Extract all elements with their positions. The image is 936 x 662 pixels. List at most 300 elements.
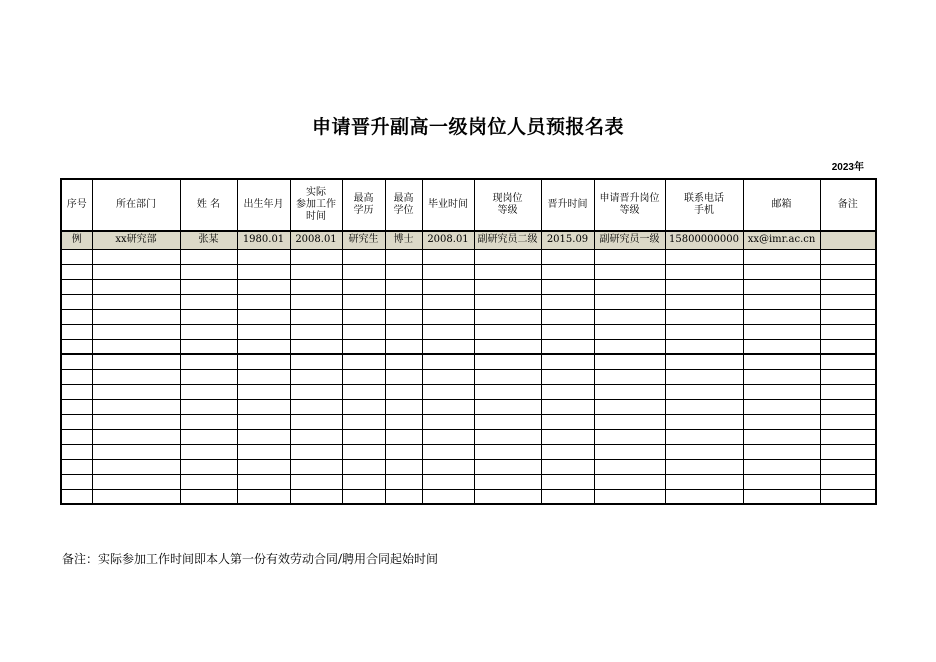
- header-work_start-line: 实际: [306, 187, 326, 198]
- example-row: [61, 231, 876, 249]
- cell-email[interactable]: [743, 264, 820, 279]
- cell-apply_level[interactable]: [594, 354, 665, 369]
- cell-promo_time[interactable]: [541, 459, 594, 474]
- example-cell-name[interactable]: 张某: [180, 231, 237, 249]
- example-cell-work_start[interactable]: 2008.01: [290, 231, 342, 249]
- cell-work_start[interactable]: [290, 309, 342, 324]
- cell-email[interactable]: [743, 384, 820, 399]
- cell-name[interactable]: [180, 339, 237, 354]
- cell-degree[interactable]: [385, 429, 422, 444]
- header-apply_level-line: 等级: [619, 205, 640, 216]
- cell-dept[interactable]: [92, 324, 180, 339]
- cell-degree[interactable]: [385, 474, 422, 489]
- cell-dept[interactable]: [92, 339, 180, 354]
- cell-birth[interactable]: [237, 249, 290, 264]
- cell-remark[interactable]: [820, 429, 876, 444]
- cell-phone[interactable]: [665, 369, 743, 384]
- cell-seq[interactable]: [61, 354, 92, 369]
- cell-work_start[interactable]: [290, 444, 342, 459]
- cell-edu[interactable]: [342, 384, 385, 399]
- cell-name[interactable]: [180, 444, 237, 459]
- cell-remark[interactable]: [820, 309, 876, 324]
- cell-edu[interactable]: [342, 264, 385, 279]
- cell-seq[interactable]: [61, 384, 92, 399]
- cell-apply_level[interactable]: [594, 444, 665, 459]
- header-apply_level: [594, 179, 665, 231]
- cell-email[interactable]: [743, 309, 820, 324]
- cell-apply_level[interactable]: [594, 429, 665, 444]
- cell-degree[interactable]: [385, 309, 422, 324]
- cell-email[interactable]: [743, 369, 820, 384]
- cell-apply_level[interactable]: [594, 279, 665, 294]
- cell-email[interactable]: [743, 249, 820, 264]
- cell-promo_time[interactable]: [541, 399, 594, 414]
- example-cell-edu[interactable]: 研究生: [342, 231, 385, 249]
- cell-phone[interactable]: [665, 279, 743, 294]
- cell-cur_level[interactable]: [474, 309, 541, 324]
- cell-phone[interactable]: [665, 459, 743, 474]
- page-title: 申请晋升副高一级岗位人员预报名表: [311, 116, 624, 138]
- cell-grad[interactable]: [422, 249, 474, 264]
- cell-dept[interactable]: [92, 279, 180, 294]
- cell-dept[interactable]: [92, 444, 180, 459]
- cell-name[interactable]: [180, 369, 237, 384]
- cell-name[interactable]: [180, 279, 237, 294]
- table-row: [61, 444, 876, 459]
- cell-dept[interactable]: [92, 414, 180, 429]
- cell-birth[interactable]: [237, 444, 290, 459]
- example-cell-grad[interactable]: 2008.01: [422, 231, 474, 249]
- header-work_start-line: 参加工作: [296, 199, 336, 210]
- cell-remark[interactable]: [820, 354, 876, 369]
- cell-cur_level[interactable]: [474, 324, 541, 339]
- cell-email[interactable]: [743, 339, 820, 354]
- cell-email[interactable]: [743, 474, 820, 489]
- cell-name[interactable]: [180, 474, 237, 489]
- table-row: [61, 339, 876, 354]
- cell-birth[interactable]: [237, 414, 290, 429]
- cell-seq[interactable]: [61, 489, 92, 504]
- cell-edu[interactable]: [342, 309, 385, 324]
- cell-apply_level[interactable]: [594, 264, 665, 279]
- cell-apply_level[interactable]: [594, 384, 665, 399]
- header-phone-line: 手机: [694, 205, 714, 216]
- cell-phone[interactable]: [665, 354, 743, 369]
- cell-edu[interactable]: [342, 354, 385, 369]
- header-degree: [385, 179, 422, 231]
- cell-grad[interactable]: [422, 384, 474, 399]
- cell-edu[interactable]: [342, 429, 385, 444]
- cell-remark[interactable]: [820, 369, 876, 384]
- cell-phone[interactable]: [665, 264, 743, 279]
- cell-seq[interactable]: [61, 369, 92, 384]
- cell-work_start[interactable]: [290, 429, 342, 444]
- example-cell-apply_level[interactable]: 副研究员一级: [594, 231, 665, 249]
- header-remark: [820, 179, 876, 231]
- cell-cur_level[interactable]: [474, 399, 541, 414]
- header-birth: [237, 179, 290, 231]
- cell-promo_time[interactable]: [541, 429, 594, 444]
- cell-apply_level[interactable]: [594, 474, 665, 489]
- cell-promo_time[interactable]: [541, 474, 594, 489]
- cell-birth[interactable]: [237, 339, 290, 354]
- cell-degree[interactable]: [385, 324, 422, 339]
- cell-degree[interactable]: [385, 354, 422, 369]
- cell-dept[interactable]: [92, 354, 180, 369]
- cell-email[interactable]: [743, 294, 820, 309]
- header-degree-line: 学位: [393, 205, 414, 216]
- cell-apply_level[interactable]: [594, 414, 665, 429]
- cell-seq[interactable]: [61, 324, 92, 339]
- cell-birth[interactable]: [237, 384, 290, 399]
- cell-remark[interactable]: [820, 444, 876, 459]
- cell-cur_level[interactable]: [474, 429, 541, 444]
- cell-work_start[interactable]: [290, 459, 342, 474]
- header-edu-line: 最高: [353, 193, 374, 204]
- example-cell-birth[interactable]: 1980.01: [237, 231, 290, 249]
- cell-work_start[interactable]: [290, 339, 342, 354]
- cell-phone[interactable]: [665, 294, 743, 309]
- cell-seq[interactable]: [61, 399, 92, 414]
- cell-phone[interactable]: [665, 309, 743, 324]
- cell-apply_level[interactable]: [594, 339, 665, 354]
- cell-grad[interactable]: [422, 354, 474, 369]
- cell-grad[interactable]: [422, 324, 474, 339]
- cell-edu[interactable]: [342, 459, 385, 474]
- cell-edu[interactable]: [342, 399, 385, 414]
- cell-seq[interactable]: [61, 279, 92, 294]
- cell-cur_level[interactable]: [474, 264, 541, 279]
- cell-edu[interactable]: [342, 324, 385, 339]
- cell-promo_time[interactable]: [541, 279, 594, 294]
- cell-dept[interactable]: [92, 399, 180, 414]
- cell-birth[interactable]: [237, 489, 290, 504]
- cell-edu[interactable]: [342, 474, 385, 489]
- cell-work_start[interactable]: [290, 279, 342, 294]
- cell-name[interactable]: [180, 264, 237, 279]
- table-row: [61, 264, 876, 279]
- cell-email[interactable]: [743, 414, 820, 429]
- header-cur_level-line: 现岗位: [492, 193, 523, 204]
- cell-phone[interactable]: [665, 249, 743, 264]
- cell-birth[interactable]: [237, 429, 290, 444]
- cell-degree[interactable]: [385, 444, 422, 459]
- cell-grad[interactable]: [422, 459, 474, 474]
- cell-cur_level[interactable]: [474, 444, 541, 459]
- cell-apply_level[interactable]: [594, 294, 665, 309]
- cell-seq[interactable]: [61, 414, 92, 429]
- cell-degree[interactable]: [385, 384, 422, 399]
- cell-cur_level[interactable]: [474, 414, 541, 429]
- cell-birth[interactable]: [237, 369, 290, 384]
- cell-edu[interactable]: [342, 339, 385, 354]
- cell-dept[interactable]: [92, 294, 180, 309]
- header-degree-line: 最高: [393, 193, 414, 204]
- cell-grad[interactable]: [422, 489, 474, 504]
- cell-apply_level[interactable]: [594, 249, 665, 264]
- cell-name[interactable]: [180, 384, 237, 399]
- cell-grad[interactable]: [422, 369, 474, 384]
- cell-work_start[interactable]: [290, 264, 342, 279]
- cell-phone[interactable]: [665, 399, 743, 414]
- cell-email[interactable]: [743, 279, 820, 294]
- cell-promo_time[interactable]: [541, 384, 594, 399]
- cell-name[interactable]: [180, 414, 237, 429]
- cell-birth[interactable]: [237, 459, 290, 474]
- example-cell-cur_level[interactable]: 副研究员二级: [474, 231, 541, 249]
- cell-degree[interactable]: [385, 339, 422, 354]
- cell-remark[interactable]: [820, 489, 876, 504]
- cell-degree[interactable]: [385, 399, 422, 414]
- header-seq: [61, 179, 92, 231]
- cell-remark[interactable]: [820, 249, 876, 264]
- cell-email[interactable]: [743, 489, 820, 504]
- cell-grad[interactable]: [422, 339, 474, 354]
- cell-cur_level[interactable]: [474, 249, 541, 264]
- cell-dept[interactable]: [92, 309, 180, 324]
- cell-name[interactable]: [180, 249, 237, 264]
- cell-phone[interactable]: [665, 489, 743, 504]
- cell-dept[interactable]: [92, 429, 180, 444]
- cell-remark[interactable]: [820, 474, 876, 489]
- header-name: [180, 179, 237, 231]
- cell-work_start[interactable]: [290, 249, 342, 264]
- cell-seq[interactable]: [61, 294, 92, 309]
- cell-grad[interactable]: [422, 264, 474, 279]
- cell-degree[interactable]: [385, 249, 422, 264]
- cell-work_start[interactable]: [290, 414, 342, 429]
- cell-cur_level[interactable]: [474, 354, 541, 369]
- example-cell-email[interactable]: xx@imr.ac.cn: [743, 231, 820, 249]
- table-row: [61, 414, 876, 429]
- header-cur_level: [474, 179, 541, 231]
- header-birth-line: 出生年月: [243, 199, 284, 210]
- header-phone: [665, 179, 743, 231]
- cell-grad[interactable]: [422, 279, 474, 294]
- cell-work_start[interactable]: [290, 489, 342, 504]
- cell-dept[interactable]: [92, 264, 180, 279]
- example-cell-phone[interactable]: 15800000000: [665, 231, 743, 249]
- cell-edu[interactable]: [342, 489, 385, 504]
- table-row: [61, 309, 876, 324]
- cell-work_start[interactable]: [290, 474, 342, 489]
- header-cur_level-line: 等级: [497, 205, 518, 216]
- table-row: [61, 354, 876, 369]
- cell-name[interactable]: [180, 429, 237, 444]
- header-dept: [92, 179, 180, 231]
- header-edu: [342, 179, 385, 231]
- cell-cur_level[interactable]: [474, 474, 541, 489]
- cell-grad[interactable]: [422, 414, 474, 429]
- cell-cur_level[interactable]: [474, 369, 541, 384]
- table-row: [61, 474, 876, 489]
- cell-seq[interactable]: [61, 444, 92, 459]
- cell-cur_level[interactable]: [474, 279, 541, 294]
- cell-birth[interactable]: [237, 279, 290, 294]
- cell-name[interactable]: [180, 489, 237, 504]
- cell-degree[interactable]: [385, 489, 422, 504]
- cell-cur_level[interactable]: [474, 384, 541, 399]
- cell-email[interactable]: [743, 354, 820, 369]
- cell-degree[interactable]: [385, 459, 422, 474]
- cell-email[interactable]: [743, 429, 820, 444]
- cell-grad[interactable]: [422, 429, 474, 444]
- cell-work_start[interactable]: [290, 324, 342, 339]
- cell-birth[interactable]: [237, 324, 290, 339]
- cell-name[interactable]: [180, 324, 237, 339]
- cell-dept[interactable]: [92, 249, 180, 264]
- table-row: [61, 429, 876, 444]
- table-row: [61, 249, 876, 264]
- cell-work_start[interactable]: [290, 384, 342, 399]
- cell-remark[interactable]: [820, 399, 876, 414]
- cell-name[interactable]: [180, 294, 237, 309]
- cell-degree[interactable]: [385, 294, 422, 309]
- cell-promo_time[interactable]: [541, 339, 594, 354]
- cell-edu[interactable]: [342, 249, 385, 264]
- example-cell-promo_time[interactable]: 2015.09: [541, 231, 594, 249]
- header-grad: [422, 179, 474, 231]
- cell-name[interactable]: [180, 354, 237, 369]
- cell-cur_level[interactable]: [474, 489, 541, 504]
- cell-promo_time[interactable]: [541, 414, 594, 429]
- table-row: [61, 279, 876, 294]
- cell-dept[interactable]: [92, 369, 180, 384]
- header-apply_level-line: 申请晋升岗位: [599, 193, 660, 204]
- cell-degree[interactable]: [385, 264, 422, 279]
- cell-remark[interactable]: [820, 324, 876, 339]
- cell-dept[interactable]: [92, 474, 180, 489]
- header-name-line: 姓 名: [196, 199, 221, 210]
- cell-remark[interactable]: [820, 294, 876, 309]
- header-remark-line: 备注: [837, 199, 858, 210]
- cell-dept[interactable]: [92, 489, 180, 504]
- table-row: [61, 459, 876, 474]
- cell-name[interactable]: [180, 399, 237, 414]
- cell-edu[interactable]: [342, 279, 385, 294]
- cell-grad[interactable]: [422, 294, 474, 309]
- cell-seq[interactable]: [61, 264, 92, 279]
- cell-edu[interactable]: [342, 294, 385, 309]
- cell-phone[interactable]: [665, 339, 743, 354]
- cell-email[interactable]: [743, 324, 820, 339]
- cell-phone[interactable]: [665, 384, 743, 399]
- cell-promo_time[interactable]: [541, 444, 594, 459]
- cell-remark[interactable]: [820, 264, 876, 279]
- cell-birth[interactable]: [237, 294, 290, 309]
- cell-seq[interactable]: [61, 249, 92, 264]
- cell-remark[interactable]: [820, 459, 876, 474]
- cell-promo_time[interactable]: [541, 309, 594, 324]
- cell-phone[interactable]: [665, 444, 743, 459]
- cell-promo_time[interactable]: [541, 489, 594, 504]
- cell-phone[interactable]: [665, 324, 743, 339]
- cell-edu[interactable]: [342, 369, 385, 384]
- table-row: [61, 399, 876, 414]
- cell-birth[interactable]: [237, 309, 290, 324]
- cell-remark[interactable]: [820, 279, 876, 294]
- cell-seq[interactable]: [61, 429, 92, 444]
- header-email-line: 邮箱: [771, 199, 792, 210]
- cell-email[interactable]: [743, 444, 820, 459]
- header-edu-line: 学历: [353, 205, 374, 216]
- table-row: [61, 294, 876, 309]
- header-email: [743, 179, 820, 231]
- cell-seq[interactable]: [61, 309, 92, 324]
- cell-work_start[interactable]: [290, 399, 342, 414]
- example-cell-remark[interactable]: [820, 231, 876, 249]
- cell-apply_level[interactable]: [594, 489, 665, 504]
- cell-promo_time[interactable]: [541, 294, 594, 309]
- cell-phone[interactable]: [665, 429, 743, 444]
- cell-grad[interactable]: [422, 309, 474, 324]
- header-promo_time: [541, 179, 594, 231]
- cell-apply_level[interactable]: [594, 309, 665, 324]
- cell-birth[interactable]: [237, 354, 290, 369]
- cell-apply_level[interactable]: [594, 459, 665, 474]
- cell-remark[interactable]: [820, 384, 876, 399]
- cell-work_start[interactable]: [290, 354, 342, 369]
- example-cell-degree[interactable]: 博士: [385, 231, 422, 249]
- cell-promo_time[interactable]: [541, 249, 594, 264]
- cell-remark[interactable]: [820, 339, 876, 354]
- cell-seq[interactable]: [61, 339, 92, 354]
- cell-edu[interactable]: [342, 414, 385, 429]
- cell-work_start[interactable]: [290, 369, 342, 384]
- cell-cur_level[interactable]: [474, 294, 541, 309]
- cell-phone[interactable]: [665, 414, 743, 429]
- example-cell-seq[interactable]: 例: [61, 231, 92, 249]
- example-cell-dept[interactable]: xx研究部: [92, 231, 180, 249]
- cell-email[interactable]: [743, 399, 820, 414]
- cell-apply_level[interactable]: [594, 369, 665, 384]
- header-work_start-line: 时间: [306, 211, 326, 222]
- cell-promo_time[interactable]: [541, 354, 594, 369]
- cell-degree[interactable]: [385, 414, 422, 429]
- cell-work_start[interactable]: [290, 294, 342, 309]
- cell-seq[interactable]: [61, 474, 92, 489]
- cell-email[interactable]: [743, 459, 820, 474]
- cell-phone[interactable]: [665, 474, 743, 489]
- cell-edu[interactable]: [342, 444, 385, 459]
- cell-remark[interactable]: [820, 414, 876, 429]
- cell-grad[interactable]: [422, 399, 474, 414]
- cell-apply_level[interactable]: [594, 324, 665, 339]
- cell-promo_time[interactable]: [541, 264, 594, 279]
- cell-cur_level[interactable]: [474, 339, 541, 354]
- header-seq-line: 序号: [66, 199, 87, 210]
- header-work_start: [290, 179, 342, 231]
- cell-name[interactable]: [180, 459, 237, 474]
- cell-cur_level[interactable]: [474, 459, 541, 474]
- cell-name[interactable]: [180, 309, 237, 324]
- cell-dept[interactable]: [92, 384, 180, 399]
- cell-birth[interactable]: [237, 264, 290, 279]
- cell-dept[interactable]: [92, 459, 180, 474]
- cell-birth[interactable]: [237, 474, 290, 489]
- cell-promo_time[interactable]: [541, 369, 594, 384]
- cell-seq[interactable]: [61, 459, 92, 474]
- cell-grad[interactable]: [422, 474, 474, 489]
- cell-apply_level[interactable]: [594, 399, 665, 414]
- cell-birth[interactable]: [237, 399, 290, 414]
- cell-degree[interactable]: [385, 369, 422, 384]
- header-phone-line: 联系电话: [684, 193, 724, 204]
- cell-promo_time[interactable]: [541, 324, 594, 339]
- year-label: 2023年: [831, 162, 864, 173]
- cell-degree[interactable]: [385, 279, 422, 294]
- cell-grad[interactable]: [422, 444, 474, 459]
